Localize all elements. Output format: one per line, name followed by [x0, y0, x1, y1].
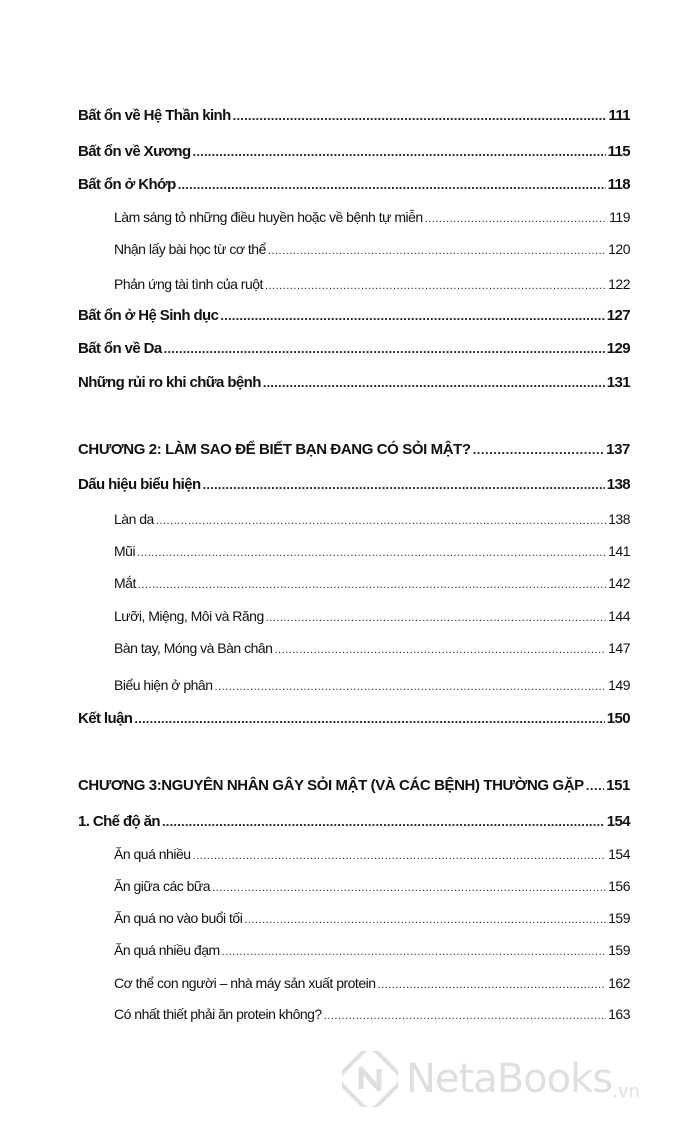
- dot-leader: [244, 914, 606, 926]
- dot-leader: [220, 308, 604, 323]
- toc-entry[interactable]: [78, 340, 630, 357]
- toc-entry-page: 149: [608, 677, 630, 693]
- toc-entry[interactable]: [78, 107, 630, 124]
- toc-entry-title: Mũi: [114, 543, 136, 559]
- toc-entry-title: Ăn giữa các bữa: [114, 878, 211, 894]
- toc-entry-page: 115: [607, 143, 630, 160]
- toc-entry-title: Những rủi ro khi chữa bệnh: [78, 374, 261, 391]
- dot-leader: [134, 711, 604, 726]
- toc-entry-title: Bất ổn ở Hệ Sinh dục: [78, 307, 219, 324]
- toc-subentry[interactable]: [114, 608, 630, 624]
- dot-leader: [586, 778, 604, 793]
- dot-leader: [425, 213, 607, 225]
- dot-leader: [473, 442, 604, 457]
- toc-entry[interactable]: [78, 710, 630, 727]
- toc-entry-page: 120: [608, 241, 630, 257]
- toc-subentry[interactable]: [114, 241, 630, 257]
- toc-entry[interactable]: [78, 176, 630, 193]
- toc-entry-page: 154: [606, 813, 630, 830]
- toc-entry-title: Phản ứng tài tình của ruột: [114, 276, 263, 292]
- toc-entry-page: 122: [608, 276, 630, 292]
- dot-leader: [137, 547, 606, 559]
- toc-entry-page: 142: [608, 575, 630, 591]
- netabooks-logo-icon: [342, 1051, 398, 1107]
- toc-entry[interactable]: [78, 476, 630, 493]
- toc-entry-page: 150: [606, 710, 630, 727]
- watermark-suffix: .vn: [612, 1081, 640, 1102]
- dot-leader: [178, 177, 606, 192]
- toc-entry-page: 129: [606, 340, 630, 357]
- dot-leader: [233, 108, 607, 123]
- dot-leader: [193, 850, 607, 862]
- dot-leader: [138, 579, 606, 591]
- dot-leader: [203, 477, 605, 492]
- toc-subentry[interactable]: [114, 575, 630, 591]
- dot-leader: [193, 144, 606, 159]
- toc-subentry[interactable]: [114, 910, 630, 926]
- toc-subentry[interactable]: [114, 640, 630, 656]
- dot-leader: [162, 814, 605, 829]
- toc-entry[interactable]: [78, 143, 630, 160]
- toc-chapter-heading[interactable]: [78, 777, 630, 794]
- toc-chapter-heading[interactable]: [78, 441, 630, 458]
- toc-entry-page: 131: [606, 374, 630, 391]
- toc-entry-title: Ăn quá nhiều đạm: [114, 942, 220, 958]
- toc-subentry[interactable]: [114, 276, 630, 292]
- watermark-brand: NetaBooks: [406, 1056, 613, 1102]
- netabooks-watermark: [342, 1046, 682, 1112]
- toc-entry-page: 138: [606, 476, 630, 493]
- toc-entry-title: Bất ổn về Hệ Thần kinh: [78, 107, 231, 124]
- toc-entry-title: Bất ổn về Xương: [78, 143, 191, 160]
- dot-leader: [268, 245, 606, 257]
- toc-entry-page: 159: [608, 910, 630, 926]
- toc-entry-page: 144: [608, 608, 630, 624]
- toc-entry-page: 111: [608, 107, 630, 124]
- toc-entry-title: Cơ thể con người – nhà máy sản xuất protein: [114, 975, 376, 991]
- toc-entry-title: CHƯƠNG 3:NGUYÊN NHÂN GÂY SỎI MẬT (VÀ CÁC BỆNH) THƯỜNG GẶP: [78, 777, 584, 794]
- toc-subentry[interactable]: [114, 209, 630, 225]
- toc-entry-title: Nhận lấy bài học từ cơ thể: [114, 241, 266, 257]
- toc-entry-title: Làm sáng tỏ những điều huyền hoặc về bệnh tự miễn: [114, 209, 423, 225]
- toc-subentry[interactable]: [114, 543, 630, 559]
- toc-subentry[interactable]: [114, 975, 630, 991]
- toc-entry-title: Có nhất thiết phải ăn protein không?: [114, 1006, 322, 1022]
- toc-entry-title: Kết luận: [78, 710, 133, 727]
- toc-entry-page: 127: [606, 307, 630, 324]
- toc-subentry[interactable]: [114, 677, 630, 693]
- toc-entry-title: Bàn tay, Móng và Bàn chân: [114, 640, 273, 656]
- toc-subentry[interactable]: [114, 1006, 630, 1022]
- dot-leader: [274, 644, 606, 656]
- toc-entry[interactable]: [78, 374, 630, 391]
- dot-leader: [324, 1010, 606, 1022]
- toc-entry-title: Lưỡi, Miệng, Môi và Răng: [114, 608, 264, 624]
- dot-leader: [156, 515, 606, 527]
- toc-entry-title: Bất ổn về Da: [78, 340, 162, 357]
- toc-subentry[interactable]: [114, 942, 630, 958]
- toc-entry-title: Ăn quá nhiều: [114, 846, 191, 862]
- dot-leader: [266, 612, 606, 624]
- toc-entry-page: 118: [607, 176, 630, 193]
- toc-entry-page: 151: [606, 777, 630, 794]
- toc-entry[interactable]: [78, 307, 630, 324]
- toc-entry-title: 1. Chế độ ăn: [78, 813, 160, 830]
- toc-entry-page: 156: [608, 878, 630, 894]
- toc-entry-page: 141: [608, 543, 630, 559]
- dot-leader: [164, 341, 605, 356]
- toc-subentry[interactable]: [114, 511, 630, 527]
- toc-entry-page: 163: [608, 1006, 630, 1022]
- toc-entry-page: 159: [608, 942, 630, 958]
- toc-entry-title: Bất ổn ở Khớp: [78, 176, 176, 193]
- toc-entry-title: Làn da: [114, 511, 154, 527]
- toc-entry-title: Ăn quá no vào buổi tối: [114, 910, 243, 926]
- toc-entry-page: 137: [606, 441, 630, 458]
- dot-leader: [214, 681, 606, 693]
- dot-leader: [378, 979, 607, 991]
- toc-entry-page: 119: [609, 209, 630, 225]
- toc-entry-page: 147: [608, 640, 630, 656]
- toc-entry-page: 154: [608, 846, 630, 862]
- dot-leader: [265, 280, 606, 292]
- toc-entry-page: 138: [608, 511, 630, 527]
- toc-entry-title: Biểu hiện ở phân: [114, 677, 213, 693]
- toc-subentry[interactable]: [114, 846, 630, 862]
- dot-leader: [212, 882, 606, 894]
- toc-entry-page: 162: [608, 975, 630, 991]
- toc-entry-title: CHƯƠNG 2: LÀM SAO ĐỂ BIẾT BẠN ĐANG CÓ SỎI MẬT?: [78, 441, 471, 458]
- toc-subentry[interactable]: [114, 878, 630, 894]
- toc-entry-title: Mắt: [114, 575, 136, 591]
- toc-entry-title: Dấu hiệu biểu hiện: [78, 476, 201, 493]
- dot-leader: [222, 946, 607, 958]
- toc-entry[interactable]: [78, 813, 630, 830]
- dot-leader: [263, 375, 605, 390]
